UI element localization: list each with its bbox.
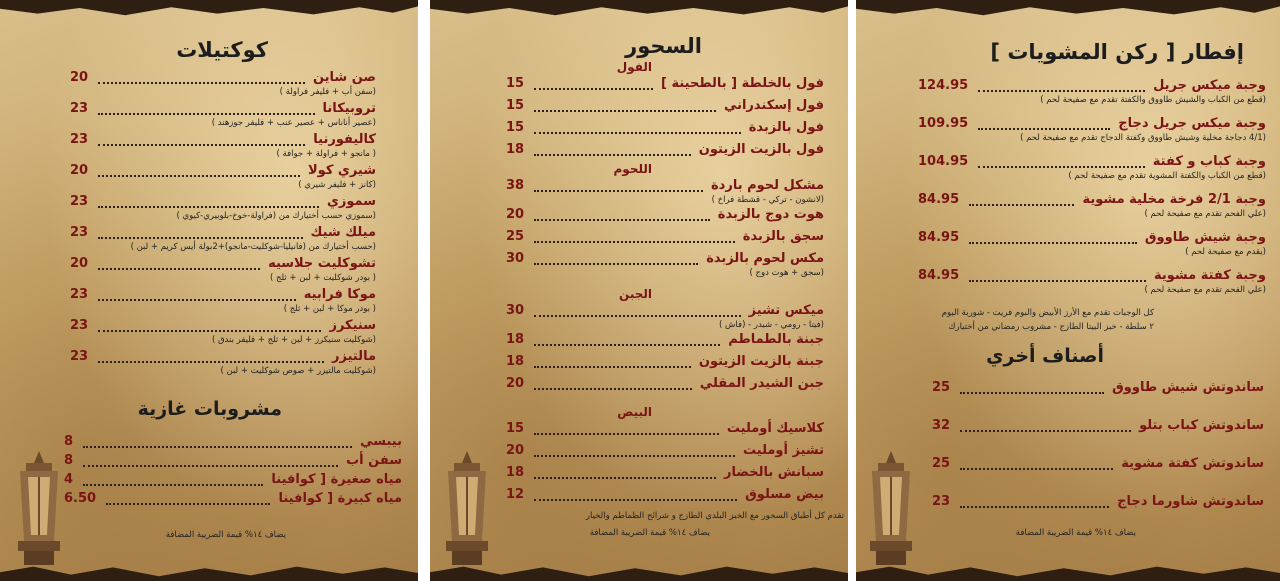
menu-item — [932, 454, 1264, 476]
tax-note: يضاف ١٤% قيمة الضريبة المضافة — [165, 530, 286, 540]
item-price: 23 — [70, 287, 89, 302]
dotted-leader — [534, 263, 698, 265]
item-price: 12 — [506, 487, 525, 502]
dotted-leader — [534, 433, 719, 435]
item-name: تشيز أومليت — [743, 443, 824, 458]
item-price: 104.95 — [918, 154, 969, 169]
item-description: ( بودر موكا + لبن + ثلج ) — [283, 304, 376, 314]
dotted-leader — [98, 113, 314, 115]
menu-item — [506, 96, 824, 118]
menu-item — [932, 416, 1264, 438]
item-price: 8 — [64, 434, 74, 449]
item-price: 6.50 — [64, 491, 97, 506]
item-price: 15 — [506, 98, 525, 113]
item-price: 18 — [506, 142, 525, 157]
item-name: جبنة بالطماطم — [728, 332, 824, 347]
item-price: 20 — [70, 70, 89, 85]
item-name: هوت دوج بالزبدة — [717, 207, 824, 222]
item-name: كلاسيك أومليت — [726, 421, 824, 436]
dotted-leader — [534, 455, 735, 457]
dotted-leader — [960, 468, 1113, 470]
lantern-icon — [438, 449, 496, 567]
item-price: 18 — [506, 465, 525, 480]
item-price: 84.95 — [918, 268, 960, 283]
item-price: 84.95 — [918, 192, 960, 207]
dotted-leader — [83, 446, 352, 448]
item-name: كاليفورنيا — [313, 132, 376, 147]
item-price: 32 — [932, 418, 951, 433]
item-name: وجبة 2/1 فرخة مخلية مشوية — [1082, 192, 1266, 207]
dotted-leader — [83, 465, 338, 467]
item-price: 38 — [506, 178, 525, 193]
item-name: مياه صغيرة [ كوافينا — [271, 472, 402, 487]
menu-panel-suhoor — [430, 0, 848, 581]
dotted-leader — [98, 82, 305, 84]
tax-note: يضاف ١٤% قيمة الضريبة المضافة — [589, 528, 710, 538]
meals-note-2: ٢ سلطة - خبز البيتا الطازج - مشروب رمضاني من أختيارك — [948, 322, 1154, 332]
item-name: وجبة ميكس جريل دجاج — [1118, 116, 1266, 131]
torn-edge-top — [856, 0, 1280, 16]
dotted-leader — [969, 204, 1074, 206]
dotted-leader — [534, 154, 691, 156]
iftar-title: إفطار [ ركن المشويات ] — [990, 40, 1244, 64]
item-name: ساندوتش كباب بتلو — [1139, 418, 1264, 433]
item-price: 8 — [64, 453, 74, 468]
item-description: (قطع من الكباب والشيش طاووق والكفتة تقدم مع صفيحة لحم ) — [1040, 95, 1266, 105]
item-name: فول إسكندراني — [723, 98, 824, 113]
menu-item — [932, 492, 1264, 514]
item-price: 15 — [506, 421, 525, 436]
item-price: 30 — [506, 251, 525, 266]
lantern-icon — [10, 449, 68, 567]
item-price: 30 — [506, 303, 525, 318]
item-name: سجق بالزبدة — [742, 229, 824, 244]
item-name: وجبة ميكس جريل — [1153, 78, 1266, 93]
item-name: ميلك شيك — [310, 225, 376, 240]
dotted-leader — [978, 90, 1145, 92]
torn-edge-bottom — [0, 565, 418, 581]
section-heading: الجبن — [619, 287, 652, 301]
item-name: فول بالزيت الزيتون — [698, 142, 824, 157]
section-heading: الفول — [616, 60, 652, 74]
item-price: 4 — [64, 472, 74, 487]
dotted-leader — [98, 299, 296, 301]
item-description: (عصير أناناس + عصير عنب + فليفر جوزهند ) — [211, 118, 376, 128]
menu-item — [506, 419, 824, 441]
menu-item — [506, 485, 824, 507]
item-name: مشكل لحوم باردة — [710, 178, 824, 193]
item-price: 23 — [70, 101, 89, 116]
dotted-leader — [534, 477, 716, 479]
item-name: تشوكليت جلاسيه — [268, 256, 376, 271]
dotted-leader — [960, 392, 1104, 394]
other-items-title: أصناف أخري — [986, 345, 1104, 367]
item-description: ( بودر شوكليت + لبن + ثلج ) — [269, 273, 376, 283]
item-description: (سجق + هوت دوج ) — [749, 268, 824, 278]
item-name: جبن الشيدر المقلي — [699, 376, 824, 391]
item-name: موكا فرابيه — [303, 287, 376, 302]
section-heading: اللحوم — [613, 162, 652, 176]
menu-item — [506, 374, 824, 396]
item-name: مياه كبيرة [ كوافينا — [278, 491, 402, 506]
serving-note: تقدم كل أطباق السحور مع الخبز البلدي الطازج و شرائح الطماطم والخيار — [585, 511, 844, 521]
item-name: بيض مسلوق — [745, 487, 824, 502]
item-price: 25 — [932, 456, 951, 471]
dotted-leader — [534, 315, 741, 317]
cocktails-title: كوكتيلات — [176, 38, 268, 62]
item-name: جبنة بالزيت الزيتون — [698, 354, 824, 369]
menu-item — [506, 227, 824, 249]
item-price: 15 — [506, 76, 525, 91]
item-price: 15 — [506, 120, 525, 135]
dotted-leader — [98, 237, 302, 239]
dotted-leader — [969, 280, 1146, 282]
menu-panel-drinks — [0, 0, 418, 581]
soda-title: مشروبات غازية — [137, 398, 282, 420]
menu-panel-iftar — [856, 0, 1280, 581]
dotted-leader — [969, 242, 1137, 244]
item-name: ساندوتش كفتة مشوية — [1121, 456, 1264, 471]
dotted-leader — [960, 506, 1109, 508]
item-price: 20 — [70, 163, 89, 178]
torn-edge-bottom — [856, 565, 1280, 581]
item-name: تروبيكانا — [322, 101, 376, 116]
item-name: فول بالخلطة [ بالطحينة ] — [661, 76, 824, 91]
menu-item — [506, 352, 824, 374]
item-description: (فيتا - رومي - شيدر - (فاش ) — [719, 320, 824, 330]
dotted-leader — [978, 166, 1145, 168]
item-price: 25 — [506, 229, 525, 244]
menu-item — [506, 463, 824, 485]
dotted-leader — [534, 344, 720, 346]
item-price: 20 — [506, 207, 525, 222]
item-name: وجبة كباب و كفتة — [1152, 154, 1266, 169]
item-description: (يقدم مع صفيحة لحم ) — [1185, 247, 1266, 257]
torn-edge-bottom — [430, 565, 848, 581]
item-description: (سفن أب + فليفر فراولة ) — [279, 87, 376, 97]
dotted-leader — [106, 503, 270, 505]
item-price: 23 — [70, 349, 89, 364]
item-name: مالتيزر — [332, 349, 376, 364]
item-price: 18 — [506, 332, 525, 347]
lantern-icon — [862, 449, 920, 567]
item-price: 23 — [932, 494, 951, 509]
dotted-leader — [98, 361, 324, 363]
item-price: 84.95 — [918, 230, 960, 245]
item-name: وجبة شيش طاووق — [1144, 230, 1266, 245]
dotted-leader — [534, 366, 691, 368]
item-price: 23 — [70, 318, 89, 333]
menu-item — [506, 140, 824, 162]
dotted-leader — [534, 132, 741, 134]
item-name: فول بالزبدة — [748, 120, 824, 135]
menu-item — [64, 489, 402, 511]
item-price: 109.95 — [918, 116, 969, 131]
item-name: سفن أب — [346, 453, 402, 468]
item-description: (سموزي حسب أختيارك من (فراولة-خوخ-بلوبيري-كيوي ) — [176, 211, 376, 221]
item-description: (كانز + فليفر شيري ) — [298, 180, 376, 190]
menu-item — [506, 441, 824, 463]
item-name: سنيكرز — [329, 318, 376, 333]
item-price: 124.95 — [918, 78, 969, 93]
item-description: (حسب أختيارك من (فانيليا-شوكليت-مانجو)+2بولة أيس كريم + لبن ) — [130, 242, 376, 252]
menu-item — [932, 378, 1264, 400]
section-heading: البيض — [617, 405, 652, 419]
item-description: (علي الفحم تقدم مع صفيحة لحم ) — [1144, 209, 1266, 219]
item-price: 23 — [70, 132, 89, 147]
tax-note: يضاف ١٤% قيمة الضريبة المضافة — [1015, 528, 1136, 538]
item-name: بيبسي — [360, 434, 402, 449]
item-name: مكس لحوم بالزبدة — [706, 251, 824, 266]
item-name: وجبة كفتة مشوية — [1154, 268, 1266, 283]
item-name: شيري كولا — [307, 163, 376, 178]
dotted-leader — [534, 110, 716, 112]
dotted-leader — [83, 484, 263, 486]
dotted-leader — [98, 268, 260, 270]
meals-note-1: كل الوجبات تقدم مع الأرز الأبيض والبوم فريت - شوربة اليوم — [941, 308, 1154, 318]
item-name: ساندوتش شاورما دجاج — [1117, 494, 1264, 509]
menu-item — [506, 205, 824, 227]
menu-item — [506, 330, 824, 352]
item-price: 23 — [70, 225, 89, 240]
item-name: سموزي — [326, 194, 376, 209]
dotted-leader — [98, 175, 300, 177]
torn-edge-top — [0, 0, 418, 16]
item-name: سبانش بالخضار — [724, 465, 824, 480]
dotted-leader — [534, 241, 735, 243]
dotted-leader — [98, 330, 321, 332]
item-price: 25 — [932, 380, 951, 395]
item-description: (لانشون - تركي - قشطة فراخ ) — [711, 195, 824, 205]
item-description: (شوكليت مالتيزر + صوص شوكليت + لبن ) — [220, 366, 376, 376]
item-price: 18 — [506, 354, 525, 369]
item-description: (علي الفحم تقدم مع صفيحة لحم ) — [1144, 285, 1266, 295]
item-price: 23 — [70, 194, 89, 209]
item-description: (شوكليت سنيكرز + لبن + ثلج + فليفر بندق ) — [211, 335, 376, 345]
item-price: 20 — [506, 443, 525, 458]
suhoor-title: السحور — [625, 34, 702, 58]
item-name: ساندوتش شيش طاووق — [1112, 380, 1264, 395]
menu-item — [506, 118, 824, 140]
torn-edge-top — [430, 0, 848, 16]
item-description: ( مانجو + فراولة + جوافة ) — [276, 149, 376, 159]
dotted-leader — [98, 206, 319, 208]
dotted-leader — [534, 190, 703, 192]
dotted-leader — [534, 219, 710, 221]
dotted-leader — [534, 499, 737, 501]
item-price: 20 — [70, 256, 89, 271]
dotted-leader — [960, 430, 1131, 432]
dotted-leader — [98, 144, 305, 146]
menu-item — [506, 74, 824, 96]
item-description: (4/1 دجاجة مخلية وشيش طاووق وكفتة الدجاج تقدم مع صفيحة لحم ) — [1020, 133, 1266, 143]
dotted-leader — [978, 128, 1110, 130]
item-price: 20 — [506, 376, 525, 391]
dotted-leader — [534, 388, 692, 390]
item-description: (قطع من الكباب والكفتة المشوية تقدم مع صفيحة لحم ) — [1068, 171, 1266, 181]
item-name: ميكس تشيز — [748, 303, 824, 318]
item-name: صن شاين — [312, 70, 376, 85]
dotted-leader — [534, 88, 653, 90]
